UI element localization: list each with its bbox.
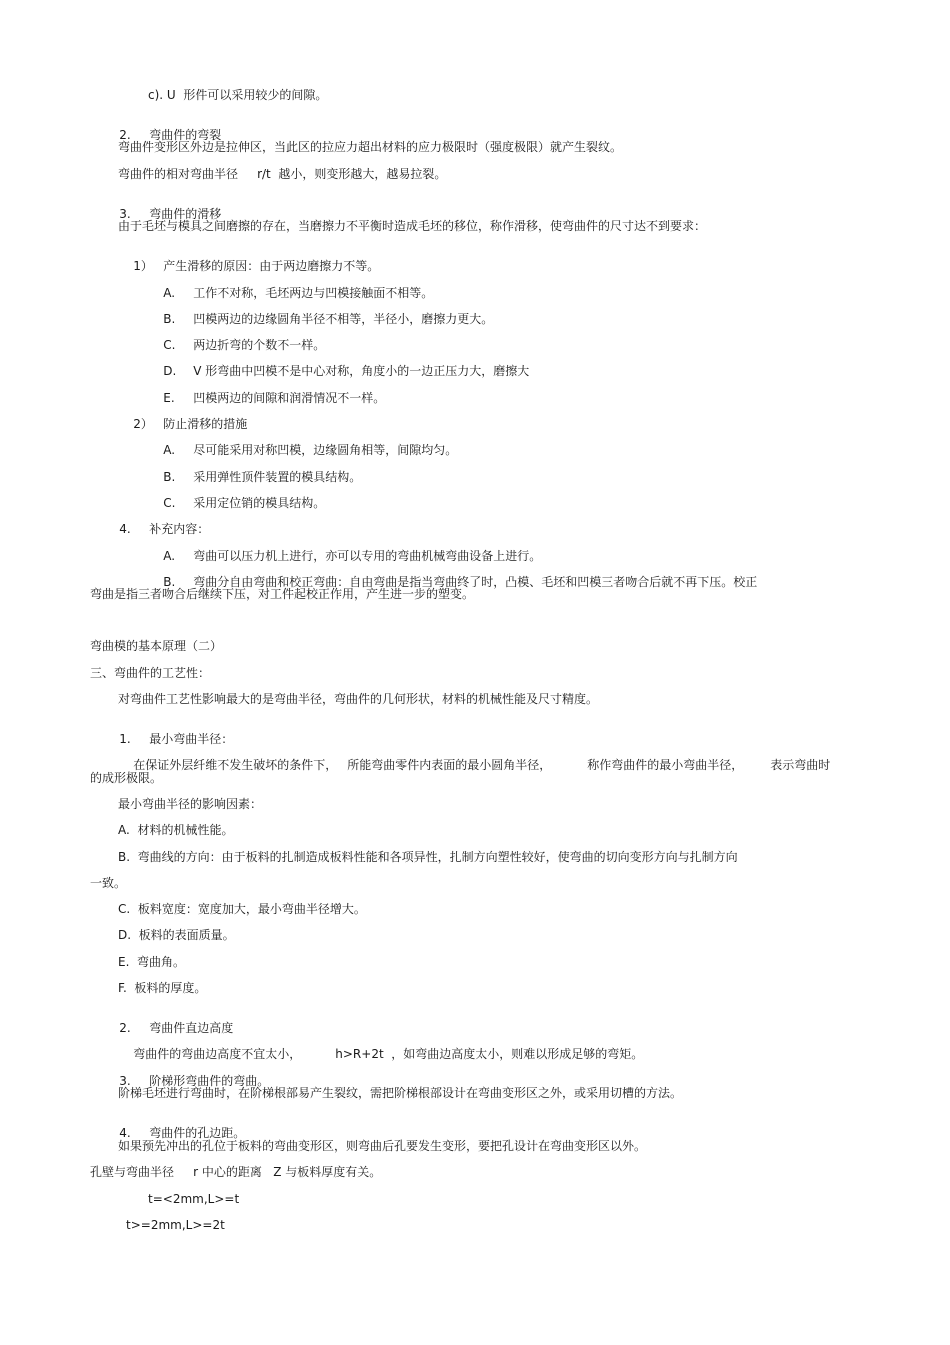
section-heading: 补充内容： xyxy=(149,522,210,536)
section-heading: 弯曲件的滑移 xyxy=(149,207,222,221)
item-letter: E. xyxy=(163,391,175,405)
paragraph: 弯曲件的相对弯曲半径 r/t 越小，则变形越大，越易拉裂。 xyxy=(118,167,447,181)
item-letter: B. xyxy=(163,470,176,484)
item-letter: B. xyxy=(163,575,176,589)
item-number: 4. xyxy=(119,1126,131,1140)
item-letter: A. xyxy=(163,286,176,300)
section-heading: 弯曲件的孔边距。 xyxy=(149,1126,246,1140)
item-number: 3. xyxy=(119,1074,131,1088)
item-letter: A. xyxy=(163,443,176,457)
paragraph: 孔壁与弯曲半径 r 中心的距离 Z 与板料厚度有关。 xyxy=(90,1165,382,1179)
section-heading: 三、弯曲件的工艺性： xyxy=(90,666,211,680)
formula-line: t>=2mm,L>=2t xyxy=(126,1218,225,1232)
section-heading: 阶梯形弯曲件的弯曲。 xyxy=(149,1074,270,1088)
item-text: 凹模两边的间隙和润滑情况不一样。 xyxy=(193,391,386,405)
paragraph: 由于毛坯与模具之间磨擦的存在，当磨擦力不平衡时造成毛坯的移位，称作滑移，使弯曲件的尺寸达不到要求： xyxy=(118,219,707,233)
item-letter: D. xyxy=(163,364,177,378)
paragraph: 弯曲件变形区外边是拉伸区，当此区的拉应力超出材料的应力极限时（强度极限）就产生裂纹。 xyxy=(118,140,623,154)
item-number: 1. xyxy=(119,732,131,746)
list-item: C. 板料宽度：宽度加大，最小弯曲半径增大。 xyxy=(118,902,366,916)
section-heading: 弯曲件直边高度 xyxy=(149,1021,234,1035)
section-heading: 弯曲件的弯裂 xyxy=(149,128,222,142)
item-number: 3. xyxy=(119,207,131,221)
paragraph-continuation: 的成形极限。 xyxy=(90,771,163,785)
paragraph: 最小弯曲半径的影响因素： xyxy=(118,797,263,811)
list-item: E. 弯曲角。 xyxy=(118,955,186,969)
item-text: 防止滑移的措施 xyxy=(163,417,248,431)
item-text: 凹模两边的边缘圆角半径不相等，半径小，磨擦力更大。 xyxy=(193,312,494,326)
item-number: 2） xyxy=(133,417,153,431)
list-item: B. 弯曲线的方向：由于板料的扎制造成板料性能和各项异性，扎制方向塑性较好，使弯曲的切向变形方向与扎制方向 xyxy=(118,850,738,864)
item-text: V 形弯曲中凹模不是中心对称，角度小的一边正压力大，磨擦大 xyxy=(193,364,530,378)
section-title: 弯曲模的基本原理（二） xyxy=(90,639,223,653)
formula-line: t=<2mm,L>=t xyxy=(148,1192,240,1206)
list-item: A. 材料的机械性能。 xyxy=(118,823,234,837)
text-line: c). U 形件可以采用较少的间隙。 xyxy=(148,88,328,102)
item-letter: A. xyxy=(163,549,176,563)
item-text: 产生滑移的原因：由于两边磨擦力不等。 xyxy=(163,259,380,273)
item-text: 工作不对称，毛坯两边与凹模接触面不相等。 xyxy=(193,286,434,300)
list-item: F. 板料的厚度。 xyxy=(118,981,207,995)
item-text: 尽可能采用对称凹模，边缘圆角相等，间隙均匀。 xyxy=(193,443,458,457)
paragraph: 弯曲件的弯曲边高度不宜太小， h>R+2t ，如弯曲边高度太小，则难以形成足够的弯矩。 xyxy=(133,1047,644,1061)
paragraph-continuation: 一致。 xyxy=(90,876,127,890)
item-text: 采用弹性顶件装置的模具结构。 xyxy=(193,470,362,484)
item-letter: C. xyxy=(163,338,176,352)
item-number: 4. xyxy=(119,522,131,536)
paragraph: 如果预先冲出的孔位于板料的弯曲变形区，则弯曲后孔要发生变形，要把孔设计在弯曲变形区以外。 xyxy=(118,1139,647,1153)
paragraph: 在保证外层纤维不发生破坏的条件下， 所能弯曲零件内表面的最小圆角半径， 称作弯曲件的最小弯曲半径， 表示弯曲时 xyxy=(133,758,831,772)
item-text: 采用定位销的模具结构。 xyxy=(193,496,326,510)
list-item: D. 板料的表面质量。 xyxy=(118,928,235,942)
paragraph: 阶梯毛坯进行弯曲时，在阶梯根部易产生裂纹，需把阶梯根部设计在弯曲变形区之外，或采用切槽的方法。 xyxy=(118,1086,683,1100)
section-heading: 最小弯曲半径： xyxy=(149,732,234,746)
item-number: 1） xyxy=(133,259,153,273)
item-letter: C. xyxy=(163,496,176,510)
item-number: 2. xyxy=(119,1021,131,1035)
item-text: 弯曲分自由弯曲和校正弯曲：自由弯曲是指当弯曲终了时，凸模、毛坯和凹模三者吻合后就不再下压。校正 xyxy=(193,575,758,589)
item-text: 弯曲可以压力机上进行，亦可以专用的弯曲机械弯曲设备上进行。 xyxy=(193,549,542,563)
paragraph: 对弯曲件工艺性影响最大的是弯曲半径，弯曲件的几何形状，材料的机械性能及尺寸精度。 xyxy=(118,692,599,706)
item-letter: B. xyxy=(163,312,176,326)
paragraph-continuation: 弯曲是指三者吻合后继续下压，对工件起校正作用，产生进一步的塑变。 xyxy=(90,587,475,601)
item-number: 2. xyxy=(119,128,131,142)
item-text: 两边折弯的个数不一样。 xyxy=(193,338,326,352)
